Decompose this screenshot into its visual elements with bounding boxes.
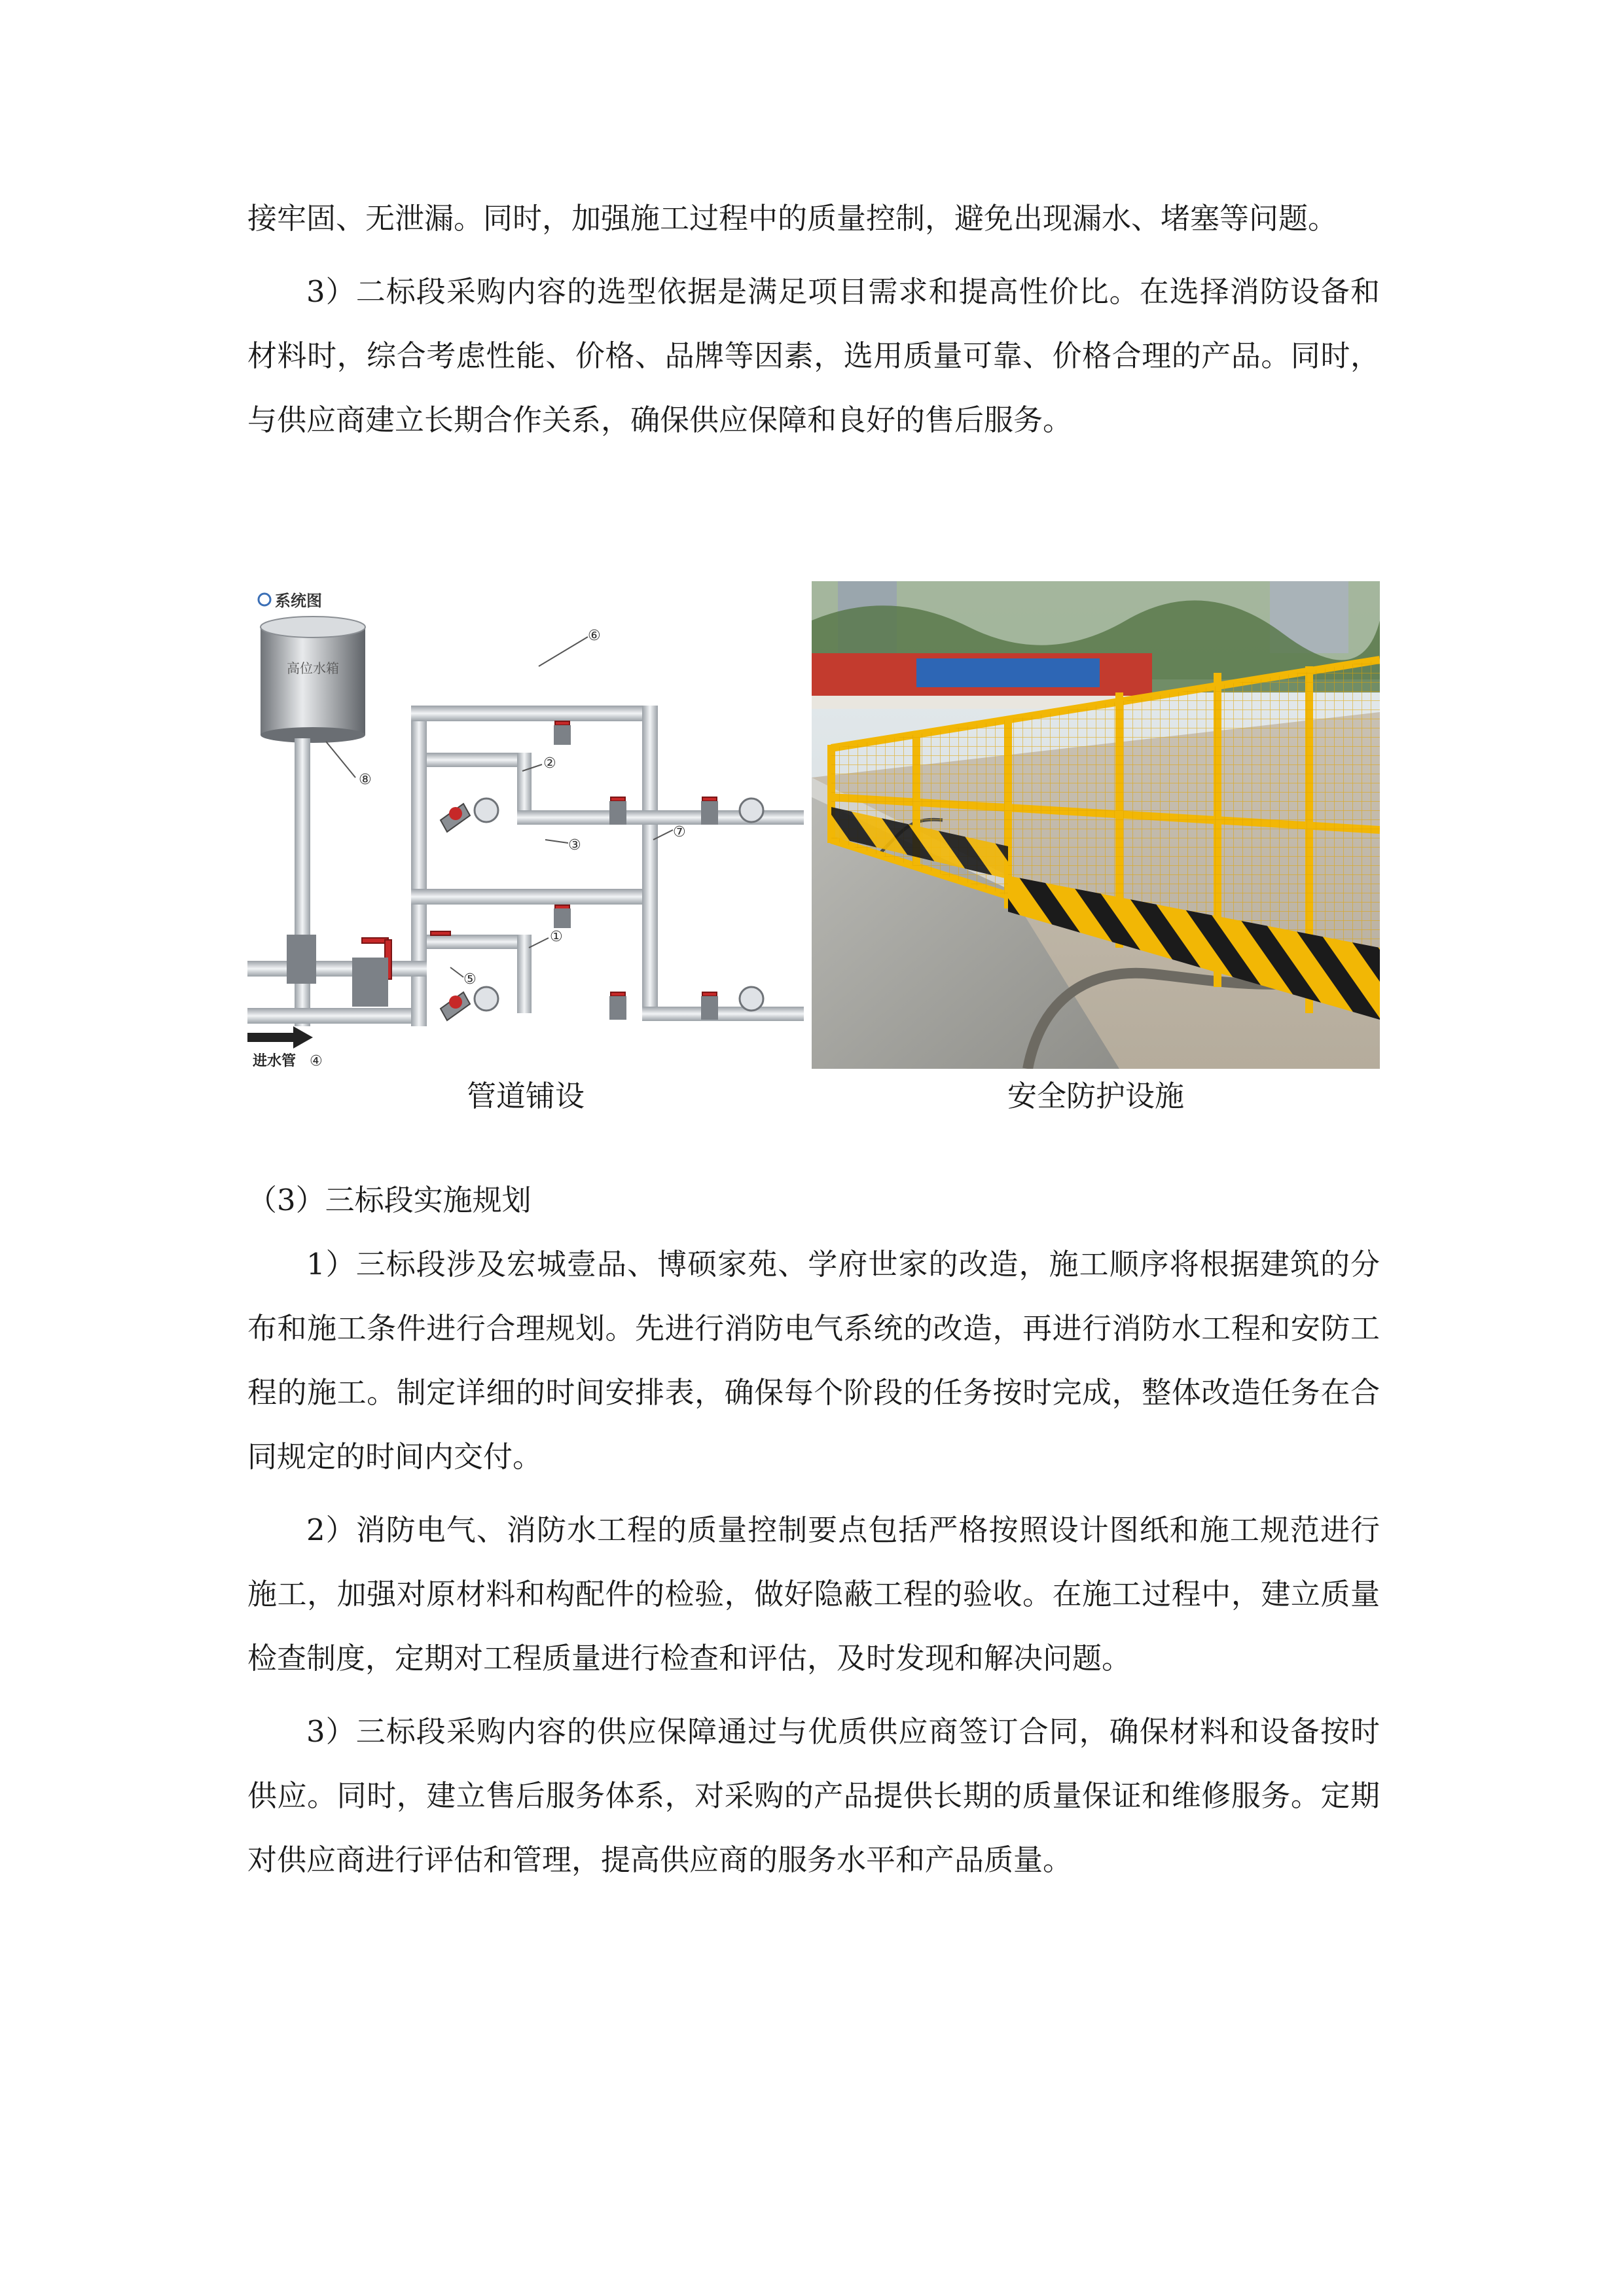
paragraph-item-1-lot-3: 1）三标段涉及宏城壹品、博硕家苑、学府世家的改造，施工顺序将根据建筑的分布和施工条件进行合理规划。先进行消防电气系统的改造，再进行消防水工程和安防工程的施工。制定详细的时间安排表，确保每个阶段的任务按时完成，整体改造任务在合同规定的时间内交付。 <box>247 1247 1380 1474</box>
svg-text:系统图: 系统图 <box>275 592 322 610</box>
paragraph-continuation: 接牢固、无泄漏。同时，加强施工过程中的质量控制，避免出现漏水、堵塞等问题。 <box>247 201 1338 236</box>
svg-text:①: ① <box>550 929 563 945</box>
svg-text:②: ② <box>543 755 556 772</box>
paragraph-item-2-lot-3: 2）消防电气、消防水工程的质量控制要点包括严格按照设计图纸和施工规范进行施工，加强对原材料和构配件的检验，做好隐蔽工程的验收。在施工过程中，建立质量检查制度，定期对工程质量进行检查和评估，及时发现和解决问题。 <box>247 1513 1380 1676</box>
bottom-text <box>247 1168 1380 1892</box>
svg-text:⑤: ⑤ <box>463 971 477 988</box>
water-tank <box>261 617 365 743</box>
svg-text:③: ③ <box>568 837 581 853</box>
caption-safety-facilities: 安全防护设施 <box>1007 1079 1184 1113</box>
pipe-system-diagram <box>247 581 804 1069</box>
safety-fence-photo <box>812 581 1380 1069</box>
svg-text:⑧: ⑧ <box>359 772 372 788</box>
paragraph-item-3-lot-3: 3）三标段采购内容的供应保障通过与优质供应商签订合同，确保材料和设备按时供应。同时，建立售后服务体系，对采购的产品提供长期的质量保证和维修服务。定期对供应商进行评估和管理，提高供应商的服务水平和产品质量。 <box>247 1714 1380 1877</box>
top-text <box>247 187 1380 452</box>
paragraph-item-3-lot-2: 3）二标段采购内容的选型依据是满足项目需求和提高性价比。在选择消防设备和材料时，综合考虑性能、价格、品牌等因素，选用质量可靠、价格合理的产品。同时，与供应商建立长期合作关系，确保供应保障和良好的售后服务。 <box>247 274 1380 437</box>
inlet-label: 进水管 <box>253 1053 297 1069</box>
caption-pipe-laying: 管道铺设 <box>466 1079 585 1113</box>
section-heading: （3）三标段实施规划 <box>247 1183 532 1217</box>
svg-text:⑦: ⑦ <box>673 824 686 840</box>
svg-text:⑥: ⑥ <box>588 628 601 644</box>
tank-label: 高位水箱 <box>287 660 339 676</box>
svg-text:④: ④ <box>310 1053 323 1069</box>
